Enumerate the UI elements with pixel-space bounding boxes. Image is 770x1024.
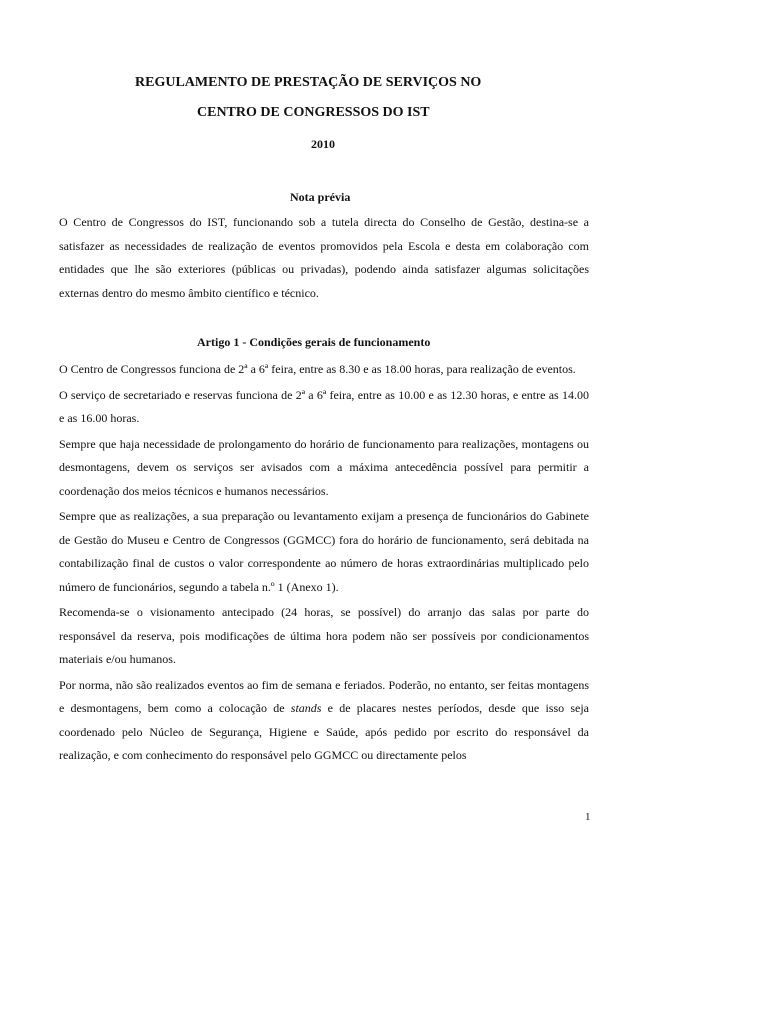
article-1-body	[59, 358, 589, 768]
preface-paragraph: O Centro de Congressos do IST, funcionando sob a tutela directa do Conselho de Gestão, destina-se a satisfazer as necessidades de realização de eventos promovidos pela Escola e desta em colaboração com entidades que lhe são exteriores (públicas ou privadas), podendo ainda satisfazer algumas solicitações externas dentro do mesmo âmbito científico e técnico.	[59, 215, 589, 300]
article-1-paragraph: Sempre que haja necessidade de prolongamento do horário de funcionamento para realizações, montagens ou desmontagens, devem os serviços ser avisados com a máxima antecedência possível para permitir a coordenação dos meios técnicos e humanos necessários.	[59, 436, 589, 498]
document-title-line-2: CENTRO DE CONGRESSOS DO IST	[197, 105, 430, 120]
preface-heading: Nota prévia	[290, 190, 351, 204]
article-1-paragraph: O serviço de secretariado e reservas funciona de 2ª a 6ª feira, entre as 10.00 e as 12.30 horas, e entre as 14.00 e as 16.00 horas.	[59, 387, 589, 425]
article-1-paragraph-6	[59, 674, 589, 768]
paragraph-text: e de placares nestes períodos, desde que isso seja coordenado pelo Núcleo de Segurança, Higiene e Saúde, após pedido por escrito do responsável da realização, e com conhecimento do responsável pelo GGMCC ou directamente pelos	[59, 701, 590, 762]
stands-italic-text: stands	[290, 701, 322, 715]
page-number: 1	[585, 811, 591, 823]
document-title-line-1: REGULAMENTO DE PRESTAÇÃO DE SERVIÇOS NO	[135, 75, 482, 90]
article-1-paragraph: O Centro de Congressos funciona de 2ª a 6ª feira, entre as 8.30 e as 18.00 horas, para realização de eventos.	[59, 362, 576, 376]
article-1-paragraph: Recomenda-se o visionamento antecipado (24 horas, se possível) do arranjo das salas por parte do responsável da reserva, pois modificações de última hora podem não ser possíveis por condicionamentos materiais e/ou humanos.	[59, 605, 589, 666]
document-year: 2010	[311, 137, 335, 151]
paragraph-text: Por norma, não são realizados eventos ao fim de semana e feriados. Poderão, no entanto, ser feitas montagens e desmontagens, bem como a colocação de	[59, 677, 589, 715]
preface-section	[59, 211, 589, 305]
article-1-paragraph: Sempre que as realizações, a sua preparação ou levantamento exijam a presença de funcionários do Gabinete de Gestão do Museu e Centro de Congressos (GGMCC) fora do horário de funcionamento, será debitada na contabilização final de custos o valor correspondente ao número de horas extraordinárias multiplicado pelo número de funcionários, segundo a tabela n.º 1 (Anexo 1).	[59, 509, 589, 594]
article-1-heading: Artigo 1 - Condições gerais de funcionamento	[197, 335, 431, 349]
